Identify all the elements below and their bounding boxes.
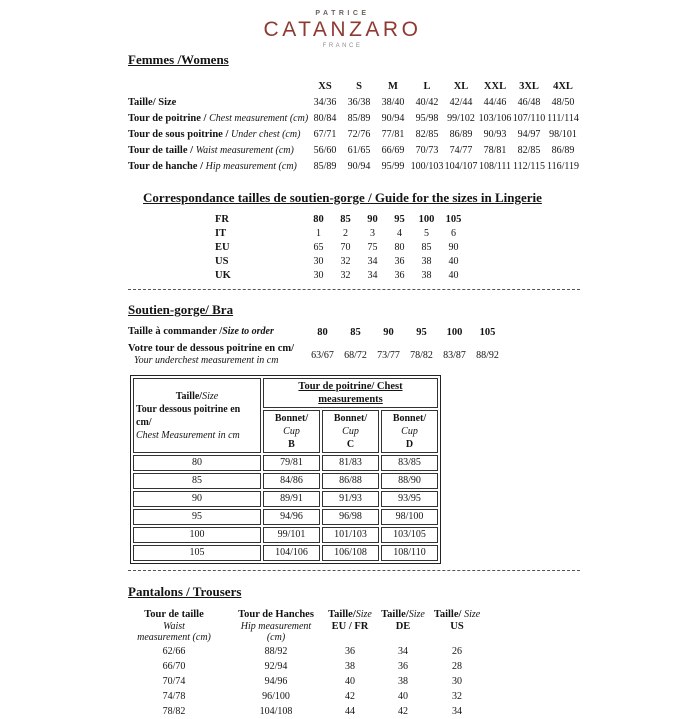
row-label: Votre tour de dessous poitrine en cm/ Your underchest measurement in cm [128, 343, 295, 366]
value-cell: M [388, 81, 398, 92]
row-values [308, 127, 580, 143]
womens-size-table [128, 79, 685, 175]
value-cell: 80 [313, 214, 324, 225]
value-cell: 90 [448, 242, 459, 253]
value-cell: 5 [424, 228, 429, 239]
value-cell: 82/85 [517, 145, 541, 156]
trousers-table-body [118, 644, 486, 719]
table-cell: 36 [398, 660, 408, 672]
row-values [308, 159, 580, 175]
lingerie-section-heading: Correspondance tailles de soutien-gorge / Guide for the sizes in Lingerie [143, 190, 542, 205]
value-cell: 85/89 [313, 161, 337, 172]
value-cell: 3 [370, 228, 375, 239]
table-cell: 96/98 [322, 509, 379, 525]
cup-measurement-table [130, 375, 441, 564]
value-cell: 78/82 [410, 349, 433, 361]
value-cell: 85 [340, 214, 351, 225]
value-cell: 82/85 [415, 129, 439, 140]
value-cell: XS [318, 81, 332, 92]
row-label: Tour de poitrine / Chest measurement (cm) [128, 113, 309, 124]
value-cell: 90/94 [347, 161, 371, 172]
table-cell: 84/86 [263, 473, 320, 489]
value-cell: 112/115 [512, 161, 546, 172]
cup-c-header: Bonnet/ Cup C [322, 410, 379, 453]
row-label: Tour de taille / Waist measurement (cm) [128, 145, 294, 156]
table-cell: 74/78 [162, 690, 186, 702]
value-cell: 85 [421, 242, 432, 253]
table-cell: 85 [133, 473, 261, 489]
value-cell: 85 [350, 326, 361, 338]
womens-size-header-cells [308, 79, 580, 95]
table-row [128, 111, 685, 127]
table-row [118, 689, 486, 704]
value-cell: 34/36 [313, 97, 337, 108]
row-values [305, 213, 467, 227]
value-cell: S [356, 81, 362, 92]
table-cell: 92/94 [264, 660, 288, 672]
table-cell: 103/105 [381, 527, 438, 543]
cup-table-body [133, 455, 438, 561]
table-cell: 66/70 [162, 660, 186, 672]
trousers-size-table [118, 609, 486, 719]
table-row [133, 509, 438, 525]
table-cell: 34 [452, 705, 462, 717]
table-cell: 81/83 [322, 455, 379, 471]
value-cell: 66/69 [381, 145, 405, 156]
table-cell: 40 [398, 690, 408, 702]
value-cell: 73/77 [377, 349, 400, 361]
cup-table-corner-header: Taille/Size Tour dessous poitrine en cm/ Chest Measurement in cm [133, 378, 261, 453]
table-cell: 62/66 [162, 645, 186, 657]
value-cell: 80 [317, 326, 328, 338]
table-row [118, 644, 486, 659]
value-cell: 105 [445, 214, 462, 225]
womens-size-header-row [128, 79, 685, 95]
table-row [133, 527, 438, 543]
table-cell: 86/88 [322, 473, 379, 489]
value-cell: 38/40 [381, 97, 405, 108]
value-cell: 95/98 [415, 113, 439, 124]
value-cell: 38 [421, 270, 432, 281]
table-cell: 91/93 [322, 491, 379, 507]
value-cell: 2 [343, 228, 348, 239]
value-cell: 65 [313, 242, 324, 253]
table-row [133, 455, 438, 471]
table-cell: 30 [452, 675, 462, 687]
table-cell: 38 [398, 675, 408, 687]
lingerie-correspondence-table [128, 213, 685, 283]
row-label: Tour de sous poitrine / Under chest (cm) [128, 129, 301, 140]
waist-column-header: Tour de taille Waist measurement (cm) [137, 609, 211, 643]
row-values [305, 241, 467, 255]
value-cell: 36 [394, 270, 405, 281]
row-label: EU [215, 242, 230, 253]
table-cell: 106/108 [322, 545, 379, 561]
value-cell: 111/114 [547, 113, 579, 124]
value-cell: 90 [383, 326, 394, 338]
table-cell: 38 [345, 660, 355, 672]
value-cell: 6 [451, 228, 456, 239]
value-cell: L [423, 81, 431, 92]
table-cell: 101/103 [322, 527, 379, 543]
value-cell: 4 [397, 228, 402, 239]
table-cell: 36 [345, 645, 355, 657]
brand-logo-bottom-text: FRANCE [322, 43, 363, 49]
value-cell: 90/93 [483, 129, 507, 140]
table-cell: 70/74 [162, 675, 186, 687]
table-cell: 80 [133, 455, 261, 471]
value-cell: 40 [448, 270, 459, 281]
table-row [128, 255, 685, 269]
value-cell: 95 [394, 214, 405, 225]
bra-section-heading: Soutien-gorge/ Bra [128, 302, 234, 317]
value-cell: 88/92 [476, 349, 499, 361]
value-cell: 1 [316, 228, 321, 239]
value-cell: 95/99 [381, 161, 405, 172]
de-size-column-header: Taille/Size DE [381, 609, 425, 632]
table-cell: 44 [345, 705, 355, 717]
brand-logo-top-text: PATRICE [315, 10, 370, 17]
value-cell: 56/60 [313, 145, 337, 156]
value-cell: 74/77 [449, 145, 473, 156]
table-cell: 94/96 [263, 509, 320, 525]
table-cell: 105 [133, 545, 261, 561]
table-cell: 108/110 [381, 545, 438, 561]
hip-column-header: Tour de Hanches Hip measurement (cm) [238, 609, 314, 643]
row-label: FR [215, 214, 229, 225]
table-cell: 34 [398, 645, 408, 657]
value-cell: 90/94 [381, 113, 405, 124]
value-cell: 86/89 [449, 129, 473, 140]
table-cell: 94/96 [264, 675, 288, 687]
row-label: IT [215, 228, 227, 239]
brand-logo-name: CATANZARO [263, 18, 422, 41]
table-row [128, 143, 685, 159]
row-values [305, 269, 467, 283]
value-cell: 99/102 [447, 113, 475, 124]
cup-b-header: Bonnet/ Cup B [263, 410, 320, 453]
value-cell: 32 [340, 270, 351, 281]
table-cell: 89/91 [263, 491, 320, 507]
table-cell: 32 [452, 690, 462, 702]
value-cell: 80/84 [313, 113, 337, 124]
dashed-separator [128, 289, 580, 290]
row-label: Taille/ Size [128, 97, 177, 108]
table-cell: 95 [133, 509, 261, 525]
value-cell: 100/103 [410, 161, 444, 172]
table-cell: 96/100 [262, 690, 290, 702]
row-values [306, 350, 504, 361]
row-label: US [215, 256, 229, 267]
value-cell: 38 [421, 256, 432, 267]
row-values [305, 227, 467, 241]
table-row [128, 241, 685, 255]
value-cell: 3XL [519, 81, 539, 92]
value-cell: 30 [313, 256, 324, 267]
table-header-row [133, 378, 438, 408]
value-cell: 90 [367, 214, 378, 225]
row-values [306, 327, 504, 338]
table-cell: 83/85 [381, 455, 438, 471]
value-cell: 34 [367, 256, 378, 267]
table-header-row [118, 609, 486, 644]
value-cell: 4XL [553, 81, 573, 92]
value-cell: 68/72 [344, 349, 367, 361]
row-label: Taille à commander /Size to order [128, 326, 274, 337]
table-cell: 40 [345, 675, 355, 687]
table-row [128, 127, 685, 143]
chest-measurements-header: Tour de poitrine/ Chest measurements [263, 378, 438, 408]
value-cell: 75 [367, 242, 378, 253]
value-cell: 32 [340, 256, 351, 267]
row-values [308, 143, 580, 159]
value-cell: 103/106 [478, 113, 512, 124]
value-cell: 77/81 [381, 129, 405, 140]
value-cell: 95 [416, 326, 427, 338]
table-cell: 42 [398, 705, 408, 717]
table-cell: 100 [133, 527, 261, 543]
table-cell: 104/108 [259, 705, 293, 717]
table-row [128, 269, 685, 283]
trousers-section-heading: Pantalons / Trousers [128, 584, 242, 599]
row-values [308, 111, 580, 127]
table-row [128, 95, 685, 111]
dashed-separator [128, 570, 580, 571]
table-row [128, 227, 685, 241]
table-cell: 98/100 [381, 509, 438, 525]
table-cell: 99/101 [263, 527, 320, 543]
value-cell: 98/101 [549, 129, 577, 140]
value-cell: 36/38 [347, 97, 371, 108]
value-cell: 46/48 [517, 97, 541, 108]
value-cell: 86/89 [551, 145, 575, 156]
cup-d-header: Bonnet/ Cup D [381, 410, 438, 453]
value-cell: 48/50 [551, 97, 575, 108]
value-cell: 116/119 [546, 161, 580, 172]
table-cell: 28 [452, 660, 462, 672]
table-row [128, 159, 685, 175]
value-cell: 80 [394, 242, 405, 253]
table-cell: 26 [452, 645, 462, 657]
value-cell: 67/71 [313, 129, 337, 140]
table-row [128, 343, 685, 367]
table-row [133, 545, 438, 561]
value-cell: 100 [418, 214, 435, 225]
value-cell: 104/107 [444, 161, 478, 172]
value-cell: 85/89 [347, 113, 371, 124]
table-cell: 42 [345, 690, 355, 702]
table-row [118, 674, 486, 689]
value-cell: 61/65 [347, 145, 371, 156]
value-cell: 34 [367, 270, 378, 281]
table-cell: 88/90 [381, 473, 438, 489]
table-row [133, 473, 438, 489]
row-label: UK [215, 270, 231, 281]
value-cell: 36 [394, 256, 405, 267]
womens-section-heading: Femmes /Womens [128, 52, 229, 67]
value-cell: 108/111 [478, 161, 512, 172]
value-cell: 70/73 [415, 145, 439, 156]
table-row [133, 491, 438, 507]
value-cell: XXL [483, 81, 507, 92]
eu-fr-size-column-header: Taille/Size EU / FR [328, 609, 372, 632]
value-cell: 94/97 [517, 129, 541, 140]
table-row [118, 704, 486, 719]
us-size-column-header: Taille/ Size US [433, 609, 481, 632]
value-cell: 42/44 [449, 97, 473, 108]
table-row [118, 659, 486, 674]
table-cell: 78/82 [162, 705, 186, 717]
value-cell: 78/81 [483, 145, 507, 156]
table-row [128, 326, 685, 338]
table-cell: 104/106 [263, 545, 320, 561]
value-cell: 44/46 [483, 97, 507, 108]
brand-logo [0, 0, 685, 49]
row-label: Tour de hanche / Hip measurement (cm) [128, 161, 297, 172]
row-values [305, 255, 467, 269]
value-cell: 70 [340, 242, 351, 253]
value-cell: 72/76 [347, 129, 371, 140]
value-cell: 100 [446, 326, 463, 338]
value-cell: 107/110 [512, 113, 546, 124]
table-cell: 79/81 [263, 455, 320, 471]
value-cell: 83/87 [443, 349, 466, 361]
value-cell: 40 [448, 256, 459, 267]
table-cell: 90 [133, 491, 261, 507]
table-cell: 88/92 [264, 645, 288, 657]
value-cell: 40/42 [415, 97, 439, 108]
table-cell: 93/95 [381, 491, 438, 507]
value-cell: 30 [313, 270, 324, 281]
value-cell: XL [453, 81, 469, 92]
row-values [308, 95, 580, 111]
table-row [128, 213, 685, 227]
value-cell: 63/67 [311, 349, 334, 361]
value-cell: 105 [479, 326, 496, 338]
